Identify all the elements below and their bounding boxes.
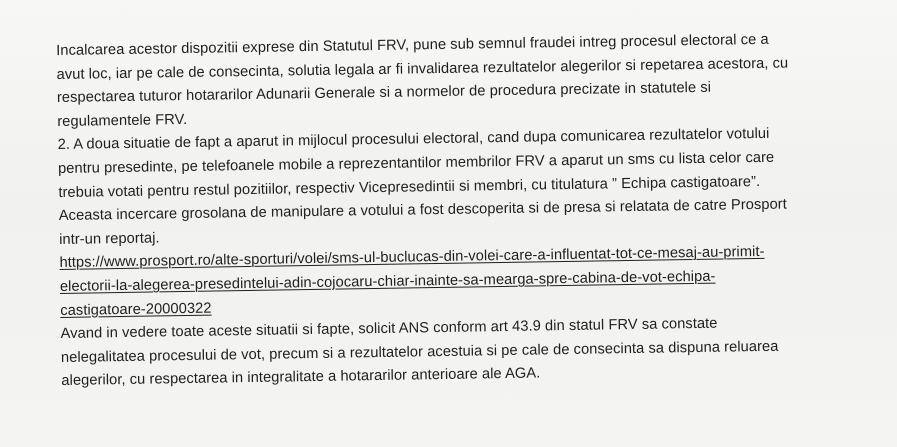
closing-line: nelegalitatea procesului de vot, precum si a rezultatelor acestuia si pe cale de consecinta sa dispuna reluarea: [60, 338, 779, 366]
paragraph-line: 2. A doua situatie de fapt a aparut in mijlocul procesului electoral, cand dupa comunicarea rezultatelor votului: [57, 126, 770, 154]
closing-line: alegerilor, cu respectarea in integralitate a hotararilor anterioare ale AGA.: [61, 365, 541, 390]
paragraph-line: regulamentele FRV.: [57, 111, 188, 130]
prosport-link-line[interactable]: electorii-la-alegerea-presedintelui-adin-cojocaru-chiar-inainte-sa-mearga-spre-cabina-de-vot-echipa-: [59, 268, 716, 295]
paragraph-line: Aceasta incercare grosolana de manipulare a votului a fost descoperita si de presa si relatata de catre Prosport: [58, 196, 787, 225]
prosport-link-line[interactable]: https://www.prosport.ro/alte-sporturi/volei/sms-ul-buclucas-din-volei-care-a-influentat-tot-ce-mesaj-au-primit-: [59, 244, 765, 272]
prosport-link-line[interactable]: castigatoare-20000322: [60, 300, 212, 319]
paragraph-line: respectarea tuturor hotararilor Adunarii Generale si a normelor de procedura precizate in statutele si: [56, 79, 712, 107]
closing-line: Avand in vedere toate aceste situatii si fapte, solicit ANS conform art 43.9 din statul FRV sa constate: [60, 315, 718, 343]
paragraph-line: trebuia votati pentru restul pozitiilor, respectiv Vicepresedintii si membri, cu titulatura ” Echipa castigatoare”.: [58, 173, 761, 201]
document-text: [56, 27, 861, 393]
paragraph-line: intr-un reportaj.: [59, 230, 160, 248]
paragraph-line: Incalcarea acestor dispozitii exprese din Statutul FRV, pune sub semnul fraudei intreg procesul electoral ce a: [56, 31, 769, 59]
paragraph-line: pentru presedinte, pe telefoanele mobile a reprezentantilor membrilor FRV a aparut un sms cu lista celor care: [57, 149, 775, 177]
paragraph-line: avut loc, iar pe cale de consecinta, solutia legala ar fi invalidarea rezultatelor alegerilor si repetarea acestora, cu: [56, 55, 789, 83]
